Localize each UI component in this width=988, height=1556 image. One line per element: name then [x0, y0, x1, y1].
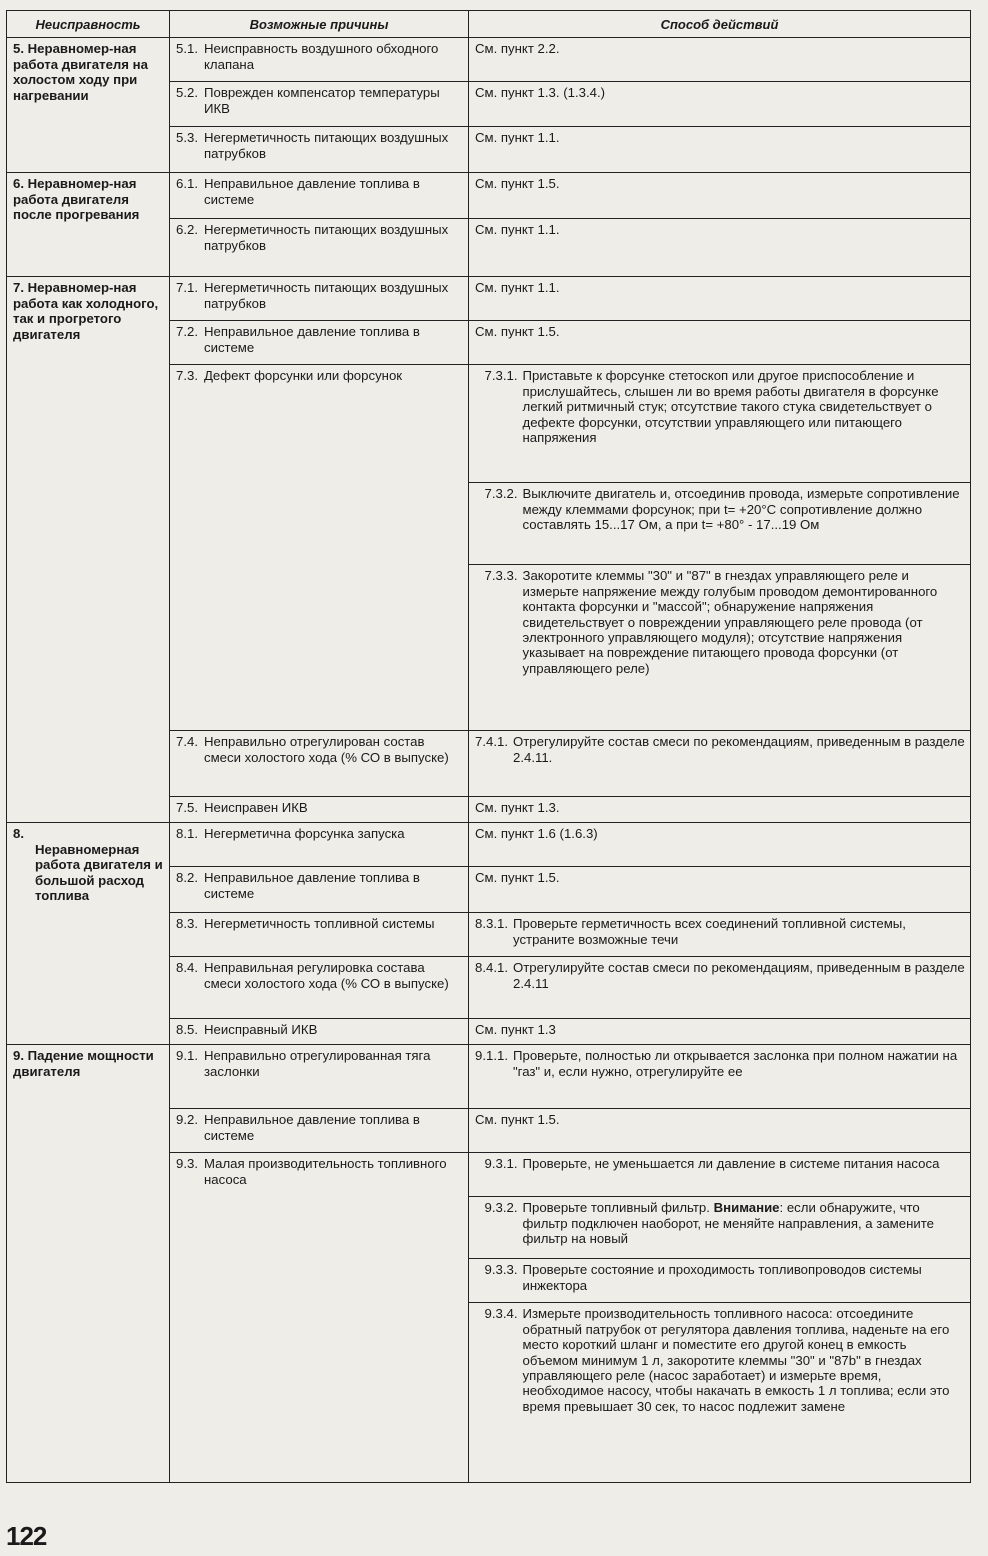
cause-text: Негерметична форсунка запуска: [204, 826, 405, 842]
cause-text: Негерметичность питающих воздушных патрубков: [204, 280, 449, 311]
cause-text: Неправильно отрегулированная тяга заслонки: [204, 1048, 431, 1079]
page-number: 122: [6, 1521, 47, 1551]
cause-cell: [170, 913, 469, 957]
cause-text: Дефект форсунки или форсунок: [204, 368, 403, 384]
cause-text: Неправильно отрегулирован состав смеси холостого хода (% СО в выпуске): [204, 734, 449, 765]
action-cell: См. пункт 1.6 (1.6.3): [469, 823, 971, 867]
cause-text: Неисправность воздушного обходного клапана: [204, 41, 439, 72]
action-text: Проверьте герметичность всех соединений топливной системы, устраните возможные течи: [513, 916, 906, 947]
action-cell: [469, 913, 971, 957]
action-cell: См. пункт 1.5.: [469, 1109, 971, 1153]
cause-number: 8.4.: [176, 960, 198, 976]
spacer-cell: [469, 1259, 479, 1303]
spacer-cell: [469, 483, 479, 565]
cause-text: Неправильное давление топлива в системе: [204, 1112, 420, 1143]
action-text: Отрегулируйте состав смеси по рекомендациям, приведенным в разделе 2.4.11.: [513, 734, 965, 765]
cause-number: 8.2.: [176, 870, 198, 886]
cause-cell: [170, 731, 469, 797]
cause-number: 7.2.: [176, 324, 198, 340]
action-text: Проверьте, не уменьшается ли давление в системе питания насоса: [522, 1156, 940, 1172]
action-cell: См. пункт 1.5.: [469, 173, 971, 219]
table-row: [7, 1045, 971, 1109]
cause-number: 7.4.: [176, 734, 198, 750]
spacer-cell: [469, 1153, 479, 1197]
troubleshooting-table: [6, 10, 971, 1483]
cause-number: 6.2.: [176, 222, 198, 238]
action-number: 7.3.1.: [484, 368, 518, 384]
action-text: Проверьте, полностью ли открывается заслонка при полном нажатии на "газ" и, если нужно, отрегулируйте ее: [513, 1048, 958, 1079]
spacer-cell: [469, 565, 479, 731]
cause-text: Неисправный ИКВ: [204, 1022, 318, 1038]
action-cell: См. пункт 1.1.: [469, 277, 971, 321]
action-cell: [479, 565, 971, 731]
cause-cell: [170, 365, 469, 731]
cause-number: 5.2.: [176, 85, 198, 101]
action-cell: [479, 1303, 971, 1483]
action-cell: [469, 1045, 971, 1109]
action-cell: [479, 1153, 971, 1197]
cause-number: 8.1.: [176, 826, 198, 842]
table-row: [7, 38, 971, 82]
header-fault: Неисправность: [7, 11, 170, 38]
fault-7: 7. Неравномер-ная работа как холодного, так и прогретого двигателя: [7, 277, 170, 823]
cause-cell: [170, 219, 469, 277]
action-text: Отрегулируйте состав смеси по рекомендациям, приведенным в разделе 2.4.11: [513, 960, 965, 991]
spacer-cell: [469, 365, 479, 483]
action-cell: [479, 1259, 971, 1303]
warning-word: Внимание: [713, 1200, 780, 1216]
cause-cell: [170, 867, 469, 913]
header-causes: Возможные причины: [170, 11, 469, 38]
action-number: 7.4.1.: [475, 734, 508, 750]
cause-number: 9.1.: [176, 1048, 198, 1064]
fault-8-number: 8.: [13, 826, 24, 842]
cause-cell: [170, 1019, 469, 1045]
action-cell: [469, 957, 971, 1019]
action-number: 8.4.1.: [475, 960, 508, 976]
cause-number: 6.1.: [176, 176, 198, 192]
action-text: Приставьте к форсунке стетоскоп или другое приспособление и прислушайтесь, слышен ли во время работы двигателя в форсунке легкий ритмичный стук; отсутствие такого стука свидетельствует о дефекте форсунки, отсутствии управляющего или питающего напряжения: [522, 368, 939, 446]
action-number: 9.1.1.: [475, 1048, 508, 1064]
cause-cell: [170, 823, 469, 867]
cause-number: 7.5.: [176, 800, 198, 816]
cause-text: Малая производительность топливного насоса: [204, 1156, 447, 1187]
action-cell: См. пункт 2.2.: [469, 38, 971, 82]
cause-text: Неправильное давление топлива в системе: [204, 324, 420, 355]
action-cell: См. пункт 1.3. (1.3.4.): [469, 82, 971, 127]
fault-6: 6. Неравномер-ная работа двигателя после прогревания: [7, 173, 170, 277]
action-number: 8.3.1.: [475, 916, 508, 932]
action-text: Закоротите клеммы "30" и "87" в гнездах управляющего реле и измерьте напряжение между голубым проводом демонтированного контакта форсунки и "массой"; обнаружение напряжения свидетельствует о повреждении управляющего реле провода (от электронного управляющего модуля); отсутствие напряжения указывает на повреждение питающего провода форсунки (от управляющего реле): [522, 568, 938, 676]
cause-cell: [170, 1153, 469, 1483]
action-cell: См. пункт 1.5.: [469, 321, 971, 365]
fault-9: 9. Падение мощности двигателя: [7, 1045, 170, 1483]
cause-number: 8.3.: [176, 916, 198, 932]
action-number: 9.3.1.: [484, 1156, 518, 1172]
fault-5: 5. Неравномер-ная работа двигателя на холостом ходу при нагревании: [7, 38, 170, 173]
cause-cell: [170, 957, 469, 1019]
cause-number: 5.1.: [176, 41, 198, 57]
cause-number: 8.5.: [176, 1022, 198, 1038]
cause-cell: [170, 38, 469, 82]
action-cell: См. пункт 1.3.: [469, 797, 971, 823]
action-cell: [479, 1197, 971, 1259]
action-number: 9.3.4.: [484, 1306, 518, 1322]
table-row: [7, 173, 971, 219]
action-text-part: : если обнаружите, что фильтр подключен наоборот, не меняйте направления, а замените фильтр на новый: [522, 1200, 934, 1247]
action-cell: См. пункт 1.5.: [469, 867, 971, 913]
cause-text: Негерметичность топливной системы: [204, 916, 435, 932]
action-cell: [479, 365, 971, 483]
action-number: 7.3.2.: [484, 486, 518, 502]
action-cell: [479, 483, 971, 565]
cause-number: 5.3.: [176, 130, 198, 146]
action-text: Проверьте состояние и проходимость топливопроводов системы инжектора: [522, 1262, 922, 1293]
table-header-row: [7, 11, 971, 38]
action-text: Измерьте производительность топливного насоса: отсоедините обратный патрубок от регулятора давления топлива, наденьте на его место короткий шланг и поместите его другой конец в емкость объемом минимум 1 л, закоротите клеммы "30" и "87b" в гнездах управляющего реле (насос заработает) и измерьте время, необходимое насосу, чтобы накачать в емкость 1 л топлива; если это время превышает 30 сек, то насос подлежит замене: [522, 1306, 950, 1414]
cause-cell: [170, 127, 469, 173]
cause-number: 9.3.: [176, 1156, 198, 1172]
cause-cell: [170, 1109, 469, 1153]
cause-cell: [170, 173, 469, 219]
action-cell: См. пункт 1.1.: [469, 127, 971, 173]
spacer-cell: [469, 1303, 479, 1483]
cause-cell: [170, 82, 469, 127]
cause-text: Поврежден компенсатор температуры ИКВ: [204, 85, 440, 116]
table-row: [7, 823, 971, 867]
cause-number: 7.3.: [176, 368, 198, 384]
cause-cell: [170, 1045, 469, 1109]
cause-text: Неправильная регулировка состава смеси холостого хода (% СО в выпуске): [204, 960, 449, 991]
spacer-cell: [469, 1197, 479, 1259]
action-cell: См. пункт 1.3: [469, 1019, 971, 1045]
header-actions: Способ действий: [469, 11, 971, 38]
cause-cell: [170, 797, 469, 823]
cause-text: Неправильное давление топлива в системе: [204, 870, 420, 901]
cause-cell: [170, 277, 469, 321]
cause-number: 7.1.: [176, 280, 198, 296]
action-number: 9.3.2.: [484, 1200, 518, 1216]
fault-8-text: Неравномерная работа двигателя и большой расход топлива: [35, 841, 163, 904]
cause-text: Неисправен ИКВ: [204, 800, 308, 816]
action-cell: См. пункт 1.1.: [469, 219, 971, 277]
action-cell: [469, 731, 971, 797]
cause-cell: [170, 321, 469, 365]
cause-number: 9.2.: [176, 1112, 198, 1128]
action-number: 9.3.3.: [484, 1262, 518, 1278]
cause-text: Негерметичность питающих воздушных патрубков: [204, 222, 449, 253]
table-row: [7, 277, 971, 321]
fault-8: [7, 823, 170, 1045]
cause-text: Негерметичность питающих воздушных патрубков: [204, 130, 449, 161]
action-text: Выключите двигатель и, отсоединив провода, измерьте сопротивление между клеммами форсунок; при t= +20°C сопротивление должно составлять 15...17 Ом, а при t= +80° - 17...19 Ом: [522, 486, 960, 533]
action-text-part: Проверьте топливный фильтр.: [522, 1200, 714, 1216]
cause-text: Неправильное давление топлива в системе: [204, 176, 420, 207]
action-text: [523, 1200, 966, 1246]
action-number: 7.3.3.: [484, 568, 518, 584]
